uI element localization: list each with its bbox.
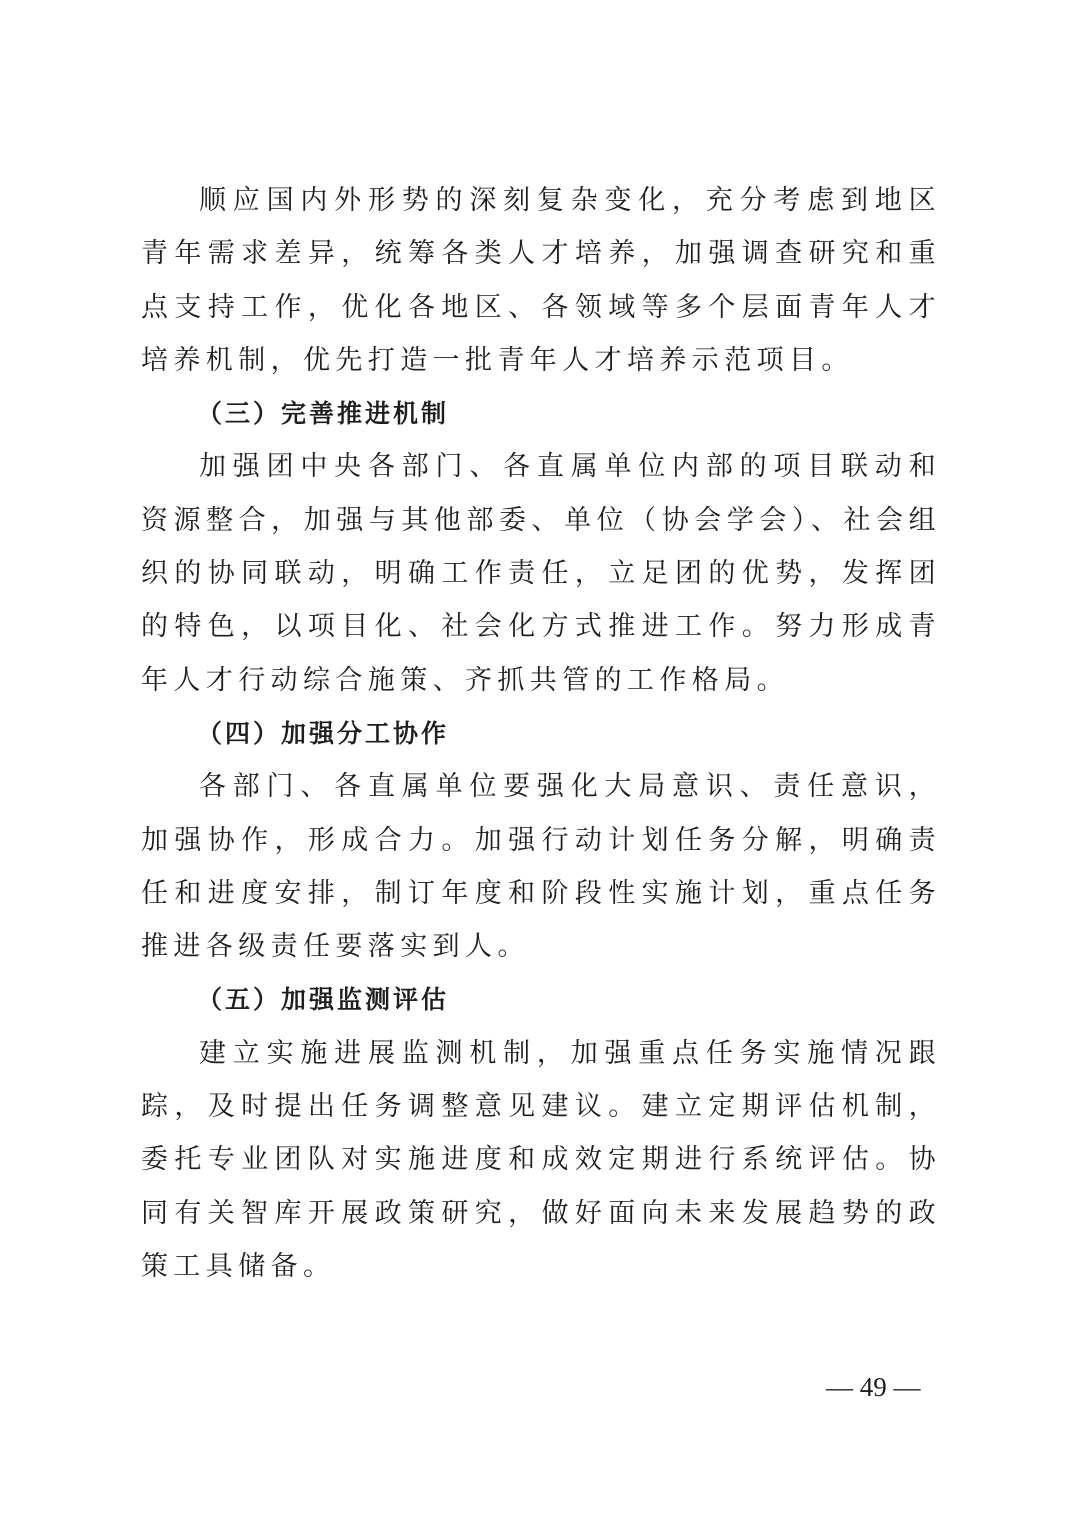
document-body xyxy=(141,174,941,1293)
section-heading-4: （四）加强分工协作 xyxy=(197,718,450,748)
paragraph-2: 加强团中央各部门、各直属单位内部的项目联动和资源整合，加强与其他部委、单位（协会学会）、社会组织的协同联动，明确工作责任，立足团的优势，发挥团的特色，以项目化、社会化方式推进工作。努力形成青年人才行动综合施策、齐抓共管的工作格局。 xyxy=(141,451,941,696)
section-heading-3: （三）完善推进机制 xyxy=(197,399,450,429)
page-number: — 49 — xyxy=(826,1372,921,1402)
paragraph-1: 顺应国内外形势的深刻复杂变化，充分考虑到地区青年需求差异，统筹各类人才培养，加强调查研究和重点支持工作，优化各地区、各领域等多个层面青年人才培养机制，优先打造一批青年人才培养示范项目。 xyxy=(141,185,941,376)
paragraph-3: 各部门、各直属单位要强化大局意识、责任意识，加强协作，形成合力。加强行动计划任务分解，明确责任和进度安排，制订年度和阶段性实施计划，重点任务推进各级责任要落实到人。 xyxy=(141,771,941,963)
paragraph-4: 建立实施进展监测机制，加强重点任务实施情况跟踪，及时提出任务调整意见建议。建立定期评估机制，委托专业团队对实施进度和成效定期进行系统评估。协同有关智库开展政策研究，做好面向未来发展趋势的政策工具储备。 xyxy=(141,1037,941,1282)
section-heading-5: （五）加强监测评估 xyxy=(197,985,450,1015)
